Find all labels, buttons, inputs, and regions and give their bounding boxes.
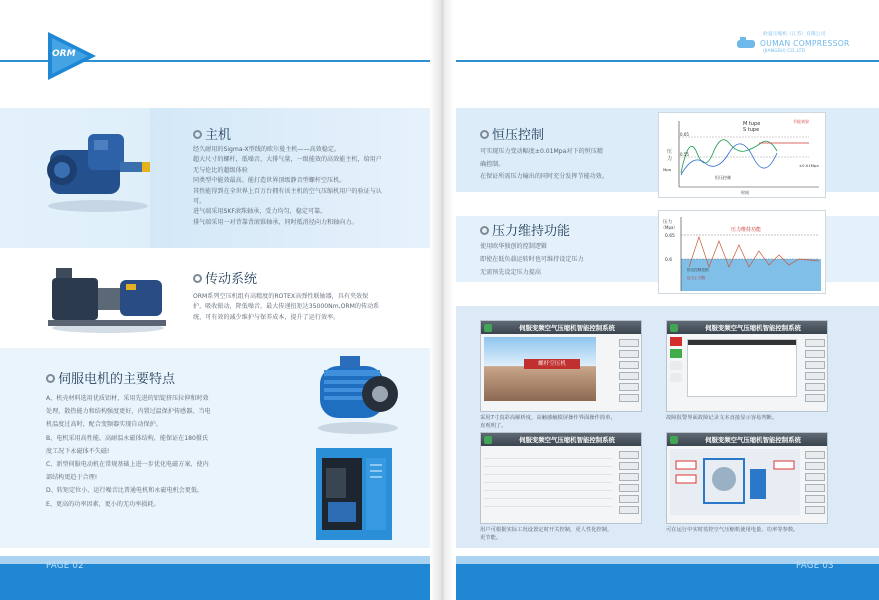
screen-side-button[interactable]: [805, 506, 825, 514]
caption-line: 更节能。: [480, 535, 502, 542]
screen-header: [481, 433, 641, 446]
pressure-y-label2: 力: [667, 156, 673, 162]
pressure-line: 使用欧华独创的控制逻辑: [480, 243, 548, 250]
screen-side-button[interactable]: [805, 350, 825, 358]
screen-main: [480, 320, 642, 412]
bullet-icon: [480, 226, 489, 235]
screen-title: 伺服变频空气压缩机智能控制系统: [705, 324, 801, 332]
main-line: 经久耐用的Sigma-X型线的欧尔曼主机——高效稳定。: [193, 146, 341, 153]
screen-side-button[interactable]: [619, 339, 639, 347]
mpa-unit: Mpa: [663, 167, 672, 172]
pressure-line: 无需预先设定压力提高: [480, 269, 541, 276]
screen-side-button[interactable]: [619, 462, 639, 470]
screen-title: 伺服变频空气压缩机智能控制系统: [705, 436, 801, 444]
factory-sign: 螺杆空压机: [524, 359, 580, 369]
page-number-left: PAGE 02: [46, 561, 84, 571]
constant-paragraph: [480, 146, 608, 184]
screen-title: 伺服变频空气压缩机智能控制系统: [519, 324, 615, 332]
bullet-icon: [480, 130, 489, 139]
screen-side-button[interactable]: [805, 394, 825, 402]
screen-side-button[interactable]: [619, 451, 639, 459]
bullet-icon: [46, 374, 55, 383]
main-line: 可。: [193, 198, 206, 206]
pressure-y-label: 压: [667, 149, 673, 155]
main-title: [193, 124, 231, 143]
main-line: 无与伦比的超级体验: [193, 166, 248, 174]
screen-side-button[interactable]: [619, 473, 639, 481]
caption-line: 故障报警界面故障记录文本直接显示容易判断。: [666, 415, 778, 421]
s-tupe-label: S tupe: [743, 127, 760, 133]
screen-side-button[interactable]: [805, 383, 825, 391]
main-line: 同类型中能效最高、能打造世界顶级静音型螺杆空压机。: [193, 177, 346, 185]
screen-monitor: [666, 432, 828, 524]
pressure-axis-label: 压力: [663, 220, 673, 225]
time-label: 时间: [741, 190, 749, 195]
caption-line: 可在运行中实时监控空气压缩机使用电量、功率等参数。: [666, 527, 799, 533]
drive-system-image: [46, 262, 170, 334]
servo-paragraph: [46, 392, 211, 511]
screen-side-button[interactable]: [805, 372, 825, 380]
pressure-title-text: 压力维持功能: [492, 224, 571, 239]
servo-line: E、更高的功率因素，更小的无功率损耗。: [46, 500, 160, 508]
tick-06: 0.6: [665, 258, 672, 263]
drive-line: 统，可有效的减少维护与保养成本，提升了运行效率。: [193, 313, 340, 321]
servo-line: 机温度过高时，配合变频器实现自动保护。: [46, 421, 162, 429]
compressor-icon: [736, 35, 758, 49]
pressure-title: [480, 220, 570, 239]
company-cn: 欧曼压缩机（江苏）有限公司: [763, 32, 826, 37]
screen-timer: [480, 432, 642, 524]
screen-timer-caption: [480, 526, 612, 543]
servo-title-text: 伺服电机的主要特点: [58, 372, 176, 387]
main-line: 排气端采用一对背靠背滚锥轴承，同时抵消径向力和轴向力。: [193, 218, 358, 226]
constant-pressure-chart: [658, 112, 826, 198]
caption-line: 采用7寸真彩高解析度，高触感触摸屏操作界面操作简单，: [480, 415, 616, 421]
screen-buttons: [619, 451, 639, 517]
drive-title: [193, 268, 257, 287]
screen-alarm: [666, 320, 828, 412]
constant-control-label: 恒压控制: [715, 175, 731, 180]
screen-header: [667, 433, 827, 446]
tolerance-label: ±0.01Mpa: [799, 163, 819, 168]
main-line: 其性能得到在全世界上百万台拥有该主机的空气压缩机用户的验证与认: [193, 187, 382, 195]
caption-line: 用户可根据实际工况设置定时开关控制，更人性化控制，: [480, 527, 613, 533]
saving-label: 节能效果: [793, 119, 809, 124]
screen-title: 伺服变频空气压缩机智能控制系统: [519, 436, 615, 444]
screen-side-button[interactable]: [805, 473, 825, 481]
maintain-label: 压力维持功能: [731, 227, 762, 233]
servo-line: 度工况下永磁体不失磁!: [46, 447, 110, 455]
orm-logo: [48, 32, 96, 80]
screen-side-button[interactable]: [619, 383, 639, 391]
constant-line: 可实现压力变动幅度±0.01Mpa对下的恒压精: [480, 148, 603, 155]
screen-side-button[interactable]: [805, 484, 825, 492]
screen-buttons: [805, 451, 825, 517]
screen-side-button[interactable]: [619, 394, 639, 402]
screen-monitor-caption: [666, 526, 798, 534]
screen-side-button[interactable]: [619, 495, 639, 503]
main-title-text: 主机: [205, 128, 232, 143]
constant-line: 确控制。: [480, 160, 505, 168]
main-paragraph: [193, 145, 382, 228]
timer-table: [484, 451, 612, 513]
pressure-unit: （Mpa）: [661, 225, 678, 230]
servo-line: 部结构更趋于合理!: [46, 474, 98, 482]
screen-header: [667, 321, 827, 334]
company-en: OUMAN COMPRESSOR: [760, 39, 850, 48]
alarm-lights: [670, 337, 682, 397]
servo-line: B、电机采用高性能、高耐温永磁体结构，能保证在180摄氏: [46, 434, 209, 442]
screen-side-button[interactable]: [805, 339, 825, 347]
constant-title-text: 恒压控制: [492, 128, 545, 143]
screw-airend-image: [38, 126, 156, 214]
screen-side-button[interactable]: [805, 495, 825, 503]
main-line: 进气端采用SKF滚珠轴承，受力均匀，稳定可靠。: [193, 208, 327, 216]
servo-motor-image: [310, 350, 406, 436]
page-number-right: PAGE 03: [796, 561, 834, 571]
screen-side-button[interactable]: [805, 361, 825, 369]
book-spine: [430, 0, 454, 600]
drive-line: 护，吸收振动，降低噪音，最大传递扭矩达35000Nm,ORM的传动系: [193, 303, 380, 311]
drive-title-text: 传动系统: [205, 272, 258, 287]
factory-photo: [484, 337, 596, 401]
pressure-line: 即使在低负载运转时也可维持设定压力: [480, 256, 584, 263]
alarm-log: [687, 339, 797, 397]
compressor-cabinet-image: [316, 448, 392, 540]
pressure-maintain-chart: [658, 210, 826, 294]
main-line: 超大尺寸的螺杆，低噪音，大排气量，一级能效的高效能主机，给用户: [193, 156, 382, 164]
drive-line: ORM系列空压机组有高精度的ROTEX高弹性联轴器，具有夹效保: [193, 293, 369, 300]
screen-side-button[interactable]: [805, 451, 825, 459]
servo-line: A、机壳材料选用优质铝材，采用先进的铝锭挤压拉伸和时效: [46, 395, 209, 402]
constant-line: 在保证所需压力输出的同时充分发挥节能功效。: [480, 173, 608, 180]
tick-055: 0.55: [680, 152, 689, 157]
tick-065: 0.65: [680, 132, 689, 137]
pressure-paragraph: [480, 240, 584, 279]
tick-065: 0.65: [665, 234, 675, 239]
process-diagram: [670, 449, 800, 515]
servo-title: [46, 368, 175, 387]
range-label: 恒压控制范围: [687, 268, 709, 272]
screen-main-caption: [480, 414, 616, 431]
screen-buttons: [619, 339, 639, 405]
logo-text: ORM: [52, 49, 76, 59]
drive-paragraph: [193, 292, 379, 323]
screen-logo-icon: [484, 324, 492, 332]
screen-alarm-caption: [666, 414, 777, 422]
bullet-icon: [193, 274, 202, 283]
screen-side-button[interactable]: [619, 506, 639, 514]
servo-line: 处理，散热能力和结构强度更好，内置过温保护传感器，当电: [46, 408, 211, 416]
constant-title: [480, 124, 544, 143]
servo-line: C、新型伺服电动机在常规基础上进一步优化电磁方案，使内: [46, 461, 209, 469]
screen-buttons: [805, 339, 825, 405]
servo-line: D、转矩定位小、运行噪音比普通电机和永磁电机会更低。: [46, 487, 204, 495]
header-rule-right: [456, 60, 879, 62]
screen-logo-icon: [670, 436, 678, 444]
screen-logo-icon: [670, 324, 678, 332]
screen-header: [481, 321, 641, 334]
company-en2: (JIANGSU) CO.,LTD: [763, 49, 805, 54]
screen-side-button[interactable]: [619, 484, 639, 492]
screen-side-button[interactable]: [805, 462, 825, 470]
limit-label: 压力上下限: [687, 276, 705, 280]
caption-line: 直观明了。: [480, 423, 507, 430]
screen-side-button[interactable]: [619, 361, 639, 369]
bullet-icon: [193, 130, 202, 139]
screen-side-button[interactable]: [619, 372, 639, 380]
m-tupe-label: M tupe: [743, 121, 761, 127]
screen-logo-icon: [484, 436, 492, 444]
screen-side-button[interactable]: [619, 350, 639, 358]
